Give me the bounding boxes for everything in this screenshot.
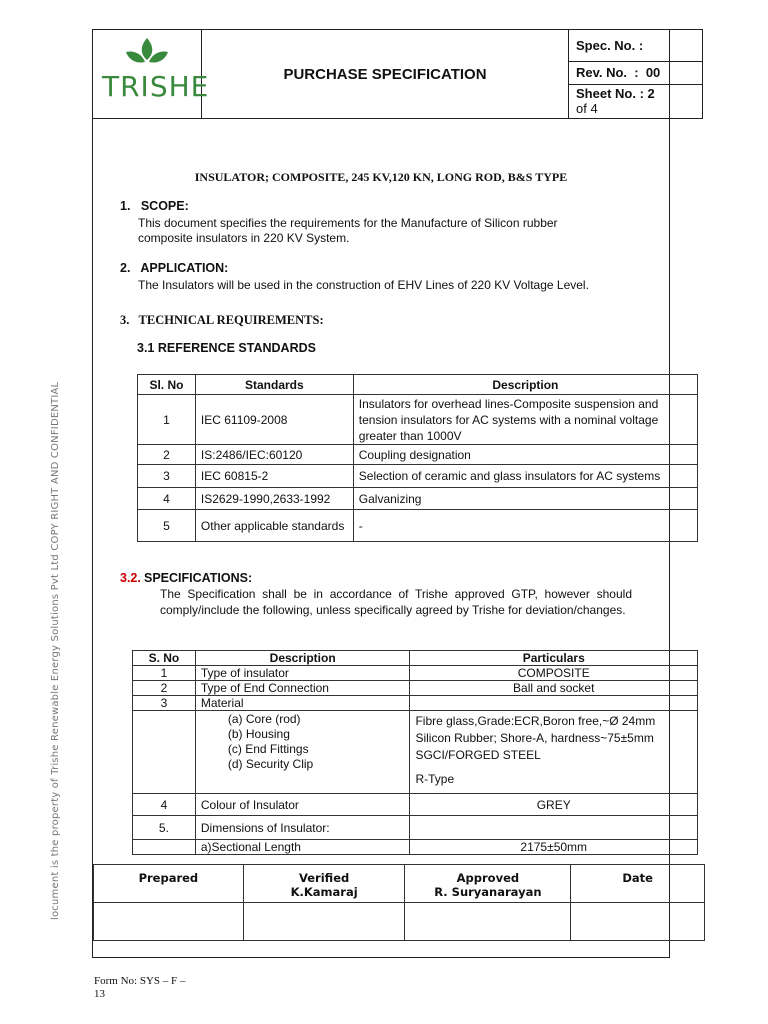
material-values-cell xyxy=(410,711,698,794)
table-cell: IEC 61109-2008 xyxy=(195,395,353,445)
application-heading: 2. APPLICATION: xyxy=(120,261,229,275)
table-cell: COMPOSITE xyxy=(410,666,698,681)
rev-no: Rev. No. : 00 xyxy=(576,65,661,80)
application-text: The Insulators will be used in the construction of EHV Lines of 220 KV Voltage Level. xyxy=(138,278,589,292)
table-cell: 3 xyxy=(138,465,196,488)
material-value: SGCI/FORGED STEEL xyxy=(415,748,541,762)
table-cell: Other applicable standards xyxy=(195,510,353,542)
table-row xyxy=(138,445,698,465)
confidential-side-text: locument is the property of Trishe Renewable Energy Solutions Pvt Ltd COPY RIGHT AND CONFIDENTIAL xyxy=(50,381,61,920)
table-row xyxy=(133,840,698,855)
col-particulars: Particulars xyxy=(410,651,698,666)
sheet-no xyxy=(576,86,655,116)
table-cell: 2 xyxy=(138,445,196,465)
prepared-label: Prepared xyxy=(138,871,199,885)
table-cell: Coupling designation xyxy=(353,445,697,465)
table-cell: Dimensions of Insulator: xyxy=(195,816,410,840)
approved-name: R. Suryanarayan xyxy=(434,885,542,899)
table-cell: 3 xyxy=(133,696,196,711)
specifications-table xyxy=(132,650,698,855)
table-row xyxy=(133,794,698,816)
table-cell: - xyxy=(353,510,697,542)
table-cell xyxy=(410,696,698,711)
page-title: PURCHASE SPECIFICATION xyxy=(283,66,487,83)
material-value: Fibre glass,Grade:ECR,Boron free,~Ø 24mm xyxy=(415,714,656,728)
col-description: Description xyxy=(195,651,410,666)
spec-no: Spec. No. : xyxy=(576,38,644,53)
table-row xyxy=(133,666,698,681)
table-cell: 2 xyxy=(133,681,196,696)
leaf-icon xyxy=(96,34,198,74)
form-number xyxy=(94,975,185,1001)
verified-name: K.Kamaraj xyxy=(290,885,358,899)
table-cell: 4 xyxy=(133,794,196,816)
table-row xyxy=(138,510,698,542)
table-cell: 1 xyxy=(138,395,196,445)
table-cell xyxy=(410,816,698,840)
sheet-no-line1: Sheet No. : 2 xyxy=(576,86,655,101)
table-cell: Material xyxy=(195,696,410,711)
scope-heading: 1. SCOPE: xyxy=(120,199,189,213)
col-standards: Standards xyxy=(195,375,353,395)
material-item: (c) End Fittings xyxy=(227,742,309,756)
table-row xyxy=(133,816,698,840)
verified-cell xyxy=(243,865,405,903)
reference-standards-table xyxy=(137,374,698,542)
form-number-line2: 13 xyxy=(94,988,105,1000)
prepared-sign-cell xyxy=(94,903,244,941)
table-row xyxy=(133,711,698,794)
approved-label: Approved xyxy=(456,871,520,885)
table-cell: IS:2486/IEC:60120 xyxy=(195,445,353,465)
approved-cell xyxy=(405,865,571,903)
table-cell: 1 xyxy=(133,666,196,681)
material-value: Silicon Rubber; Shore-A, hardness~75±5mm xyxy=(415,731,654,745)
date-sign-cell xyxy=(571,903,705,941)
material-item: (d) Security Clip xyxy=(227,757,314,771)
technical-heading: 3. TECHNICAL REQUIREMENTS: xyxy=(120,313,324,327)
material-value: R-Type xyxy=(415,772,455,786)
table-cell: IEC 60815-2 xyxy=(195,465,353,488)
specifications-text: The Specification shall be in accordance of Trishe approved GTP, however should comply/include the following, unless specifically agreed by Trishe for deviation/changes. xyxy=(160,587,632,617)
form-number-line1: Form No: SYS – F – xyxy=(94,975,186,987)
material-items-cell xyxy=(195,711,410,794)
sheet-no-line2: of 4 xyxy=(576,101,598,116)
col-s-no: S. No xyxy=(133,651,196,666)
date-label: Date xyxy=(622,871,653,885)
table-cell: GREY xyxy=(410,794,698,816)
specifications-heading: SPECIFICATIONS: xyxy=(144,571,253,585)
signoff-table xyxy=(93,864,705,941)
table-row xyxy=(138,488,698,510)
verified-sign-cell xyxy=(243,903,405,941)
specifications-number: 3.2. xyxy=(120,571,141,585)
table-row xyxy=(133,681,698,696)
table-cell xyxy=(133,840,196,855)
table-cell: Colour of Insulator xyxy=(195,794,410,816)
table-cell: 2175±50mm xyxy=(410,840,698,855)
approved-sign-cell xyxy=(405,903,571,941)
table-row xyxy=(138,465,698,488)
material-item: (b) Housing xyxy=(227,727,290,741)
table-cell: 4 xyxy=(138,488,196,510)
scope-text: This document specifies the requirements for the Manufacture of Silicon rubber composite insulators in 220 KV System. xyxy=(138,216,558,245)
table-cell: Galvanizing xyxy=(353,488,697,510)
table-cell: IS2629-1990,2633-1992 xyxy=(195,488,353,510)
verified-label: Verified xyxy=(298,871,350,885)
table-cell: Type of insulator xyxy=(195,666,410,681)
table-cell: 5. xyxy=(133,816,196,840)
table-cell xyxy=(133,711,196,794)
trishe-logo xyxy=(96,34,210,116)
table-row xyxy=(133,696,698,711)
logo-text: TRISHE xyxy=(102,70,210,103)
material-item: (a) Core (rod) xyxy=(227,712,301,726)
col-description: Description xyxy=(353,375,697,395)
date-cell xyxy=(571,865,705,903)
table-cell: Type of End Connection xyxy=(195,681,410,696)
table-cell: a)Sectional Length xyxy=(195,840,410,855)
table-cell: Ball and socket xyxy=(410,681,698,696)
table-cell: 5 xyxy=(138,510,196,542)
doc-title: INSULATOR; COMPOSITE, 245 KV,120 KN, LONG ROD, B&S TYPE xyxy=(194,170,568,184)
table-cell: Insulators for overhead lines-Composite suspension and tension insulators for AC systems with a nominal voltage greater than 1000V xyxy=(353,395,697,445)
table-row xyxy=(138,395,698,445)
reference-standards-heading: 3.1 REFERENCE STANDARDS xyxy=(137,341,316,355)
table-cell: Selection of ceramic and glass insulators for AC systems xyxy=(353,465,697,488)
col-sl-no: Sl. No xyxy=(138,375,196,395)
prepared-cell xyxy=(94,865,244,903)
